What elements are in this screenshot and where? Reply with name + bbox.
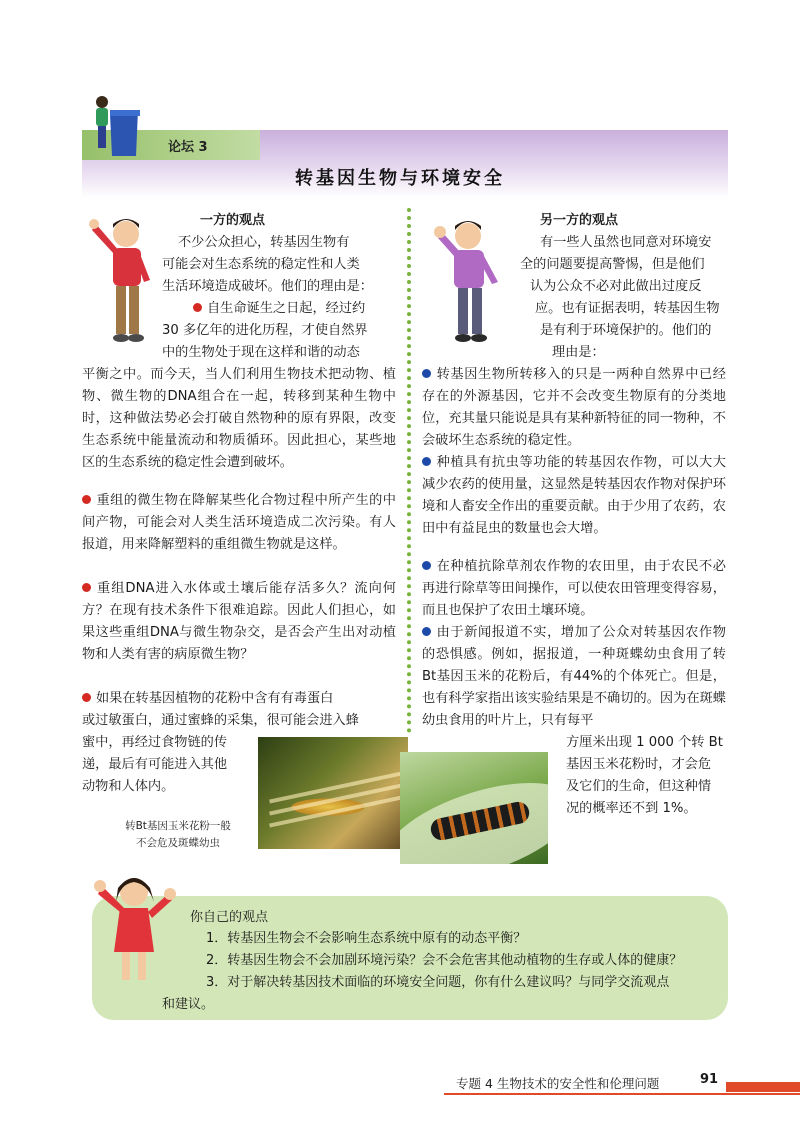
right-p4-tail-2: 基因玉米花粉时，才会危 <box>566 757 712 772</box>
girl-figure <box>88 866 178 986</box>
question-3-line-2: 和建议。 <box>162 997 215 1012</box>
left-p3: 重组DNA进入水体或土壤后能存活多久？流向何方？在现有技术条件下很难追踪。因此人们担心，如果这些重组DNA与微生物杂交，是否会产生出对动植物和人类有害的病原微生物？ <box>82 581 396 662</box>
left-p4-line-3: 蜜中，再经过食物链的传 <box>82 735 228 750</box>
own-views-heading: 你自己的观点 <box>190 910 269 925</box>
right-p1: 转基因生物所转移入的只是一两种自然界中已经存在的外源基因，它并不会改变生物原有的分类地位，充其量只能说是具有某种新特征的同一物种，不会破坏生态系统的稳定性。 <box>422 367 726 448</box>
left-p4-line-5: 动物和人体内。 <box>82 779 175 794</box>
left-p1-line-1: 自生命诞生之日起，经过约 <box>193 298 365 320</box>
bullet-icon <box>422 561 431 570</box>
left-p4-line-1: 如果在转基因植物的花粉中含有有毒蛋白 <box>82 688 333 710</box>
left-p1-line-2: 30 多亿年的进化历程，才使自然界 <box>162 323 368 338</box>
right-intro-line-3: 认为公众不必对此做出过度反 <box>530 279 702 294</box>
bullet-icon <box>422 627 431 636</box>
right-heading: 另一方的观点 <box>540 213 619 228</box>
left-intro-line-3: 生活环境造成破坏。他们的理由是： <box>162 279 373 294</box>
right-intro-line-5: 是有利于环境保护的。他们的 <box>540 323 712 338</box>
bullet-icon <box>193 303 202 312</box>
right-intro-line-2: 全的问题要提高警惕，但是他们 <box>520 257 705 272</box>
bullet-icon <box>422 369 431 378</box>
right-p4-tail-3: 及它们的生命，但这种情 <box>566 779 712 794</box>
right-p4-tail-1: 方厘米出现 1 000 个转 Bt <box>566 735 723 750</box>
left-p2: 重组的微生物在降解某些化合物过程中所产生的中间产物，可能会对人类生活环境造成二次污染。有人报道，用来降解塑料的重组微生物就是这样。 <box>82 493 396 552</box>
page-title: 转基因生物与环境安全 <box>295 168 505 189</box>
page-number: 91 <box>700 1072 719 1087</box>
question-3-line-1: 3．对于解决转基因技术面临的环境安全问题，你有什么建议吗？与同学交流观点 <box>206 975 670 990</box>
question-1: 1．转基因生物会不会影响生态系统中原有的动态平衡？ <box>206 931 527 946</box>
right-intro-line-6: 理由是： <box>552 345 605 360</box>
column-divider <box>407 208 411 733</box>
corn-photo <box>258 737 408 849</box>
caterpillar-photo <box>400 752 548 864</box>
forum-label: 论坛 3 <box>168 140 208 155</box>
caption-line-1: 转Bt基因玉米花粉一般 <box>125 820 231 832</box>
photo-caption <box>104 818 252 852</box>
footer-accent-bar <box>726 1082 800 1092</box>
right-intro-line-1: 有一些人虽然也同意对环境安 <box>540 235 712 250</box>
caption-line-2: 不会危及斑蝶幼虫 <box>136 837 220 849</box>
left-p4-line-4: 递，最后有可能进入其他 <box>82 757 228 772</box>
speaker-podium-icon <box>84 92 144 158</box>
footer-rule <box>444 1093 800 1095</box>
left-p1-rest: 平衡之中。而今天，当人们利用生物技术把动物、植物、微生物的DNA组合在一起，转移到某种生物中时，这种做法势必会打破自然物种的原有界限，改变生态系统中能量流动和物质循环。因此担心，某些地区的生态系统的稳定性会遭到破坏。 <box>82 367 396 470</box>
left-intro-line-1: 不少公众担心，转基因生物有 <box>178 235 350 250</box>
boy-ok-gesture-figure <box>428 210 508 350</box>
right-intro-line-4: 应。也有证据表明，转基因生物 <box>535 301 720 316</box>
left-p1-line-3: 中的生物处于现在这样和谐的动态 <box>162 345 360 360</box>
boy-thumbs-down-figure <box>86 210 156 350</box>
left-intro-line-2: 可能会对生态系统的稳定性和人类 <box>162 257 360 272</box>
bullet-icon <box>82 693 91 702</box>
footer-section-title: 专题 4 生物技术的安全性和伦理问题 <box>456 1076 660 1091</box>
question-2: 2．转基因生物会不会加剧环境污染？会不会危害其他动植物的生存或人体的健康？ <box>206 953 683 968</box>
right-p3: 在种植抗除草剂农作物的农田里，由于农民不必再进行除草等田间操作，可以使农田管理变得容易，而且也保护了农田土壤环境。 <box>422 559 726 618</box>
bullet-icon <box>422 457 431 466</box>
left-p4-line-2: 或过敏蛋白，通过蜜蜂的采集，很可能会进入蜂 <box>82 713 359 728</box>
bullet-icon <box>82 583 91 592</box>
left-heading: 一方的观点 <box>200 213 266 228</box>
right-p2: 种植具有抗虫等功能的转基因农作物，可以大大减少农药的使用量，这显然是转基因农作物对保护环境和人畜安全作出的重要贡献。由于少用了农药，农田中有益昆虫的数量也会大增。 <box>422 455 726 536</box>
right-p4-tail-4: 况的概率还不到 1%。 <box>566 801 697 816</box>
right-p4: 由于新闻报道不实，增加了公众对转基因农作物的恐惧感。例如，据报道，一种斑蝶幼虫食用了转Bt基因玉米的花粉后，有44%的个体死亡。但是，也有科学家指出该实验结果是不确切的。因为在斑蝶幼虫食用的叶片上，只有每平 <box>422 625 726 728</box>
bullet-icon <box>82 495 91 504</box>
